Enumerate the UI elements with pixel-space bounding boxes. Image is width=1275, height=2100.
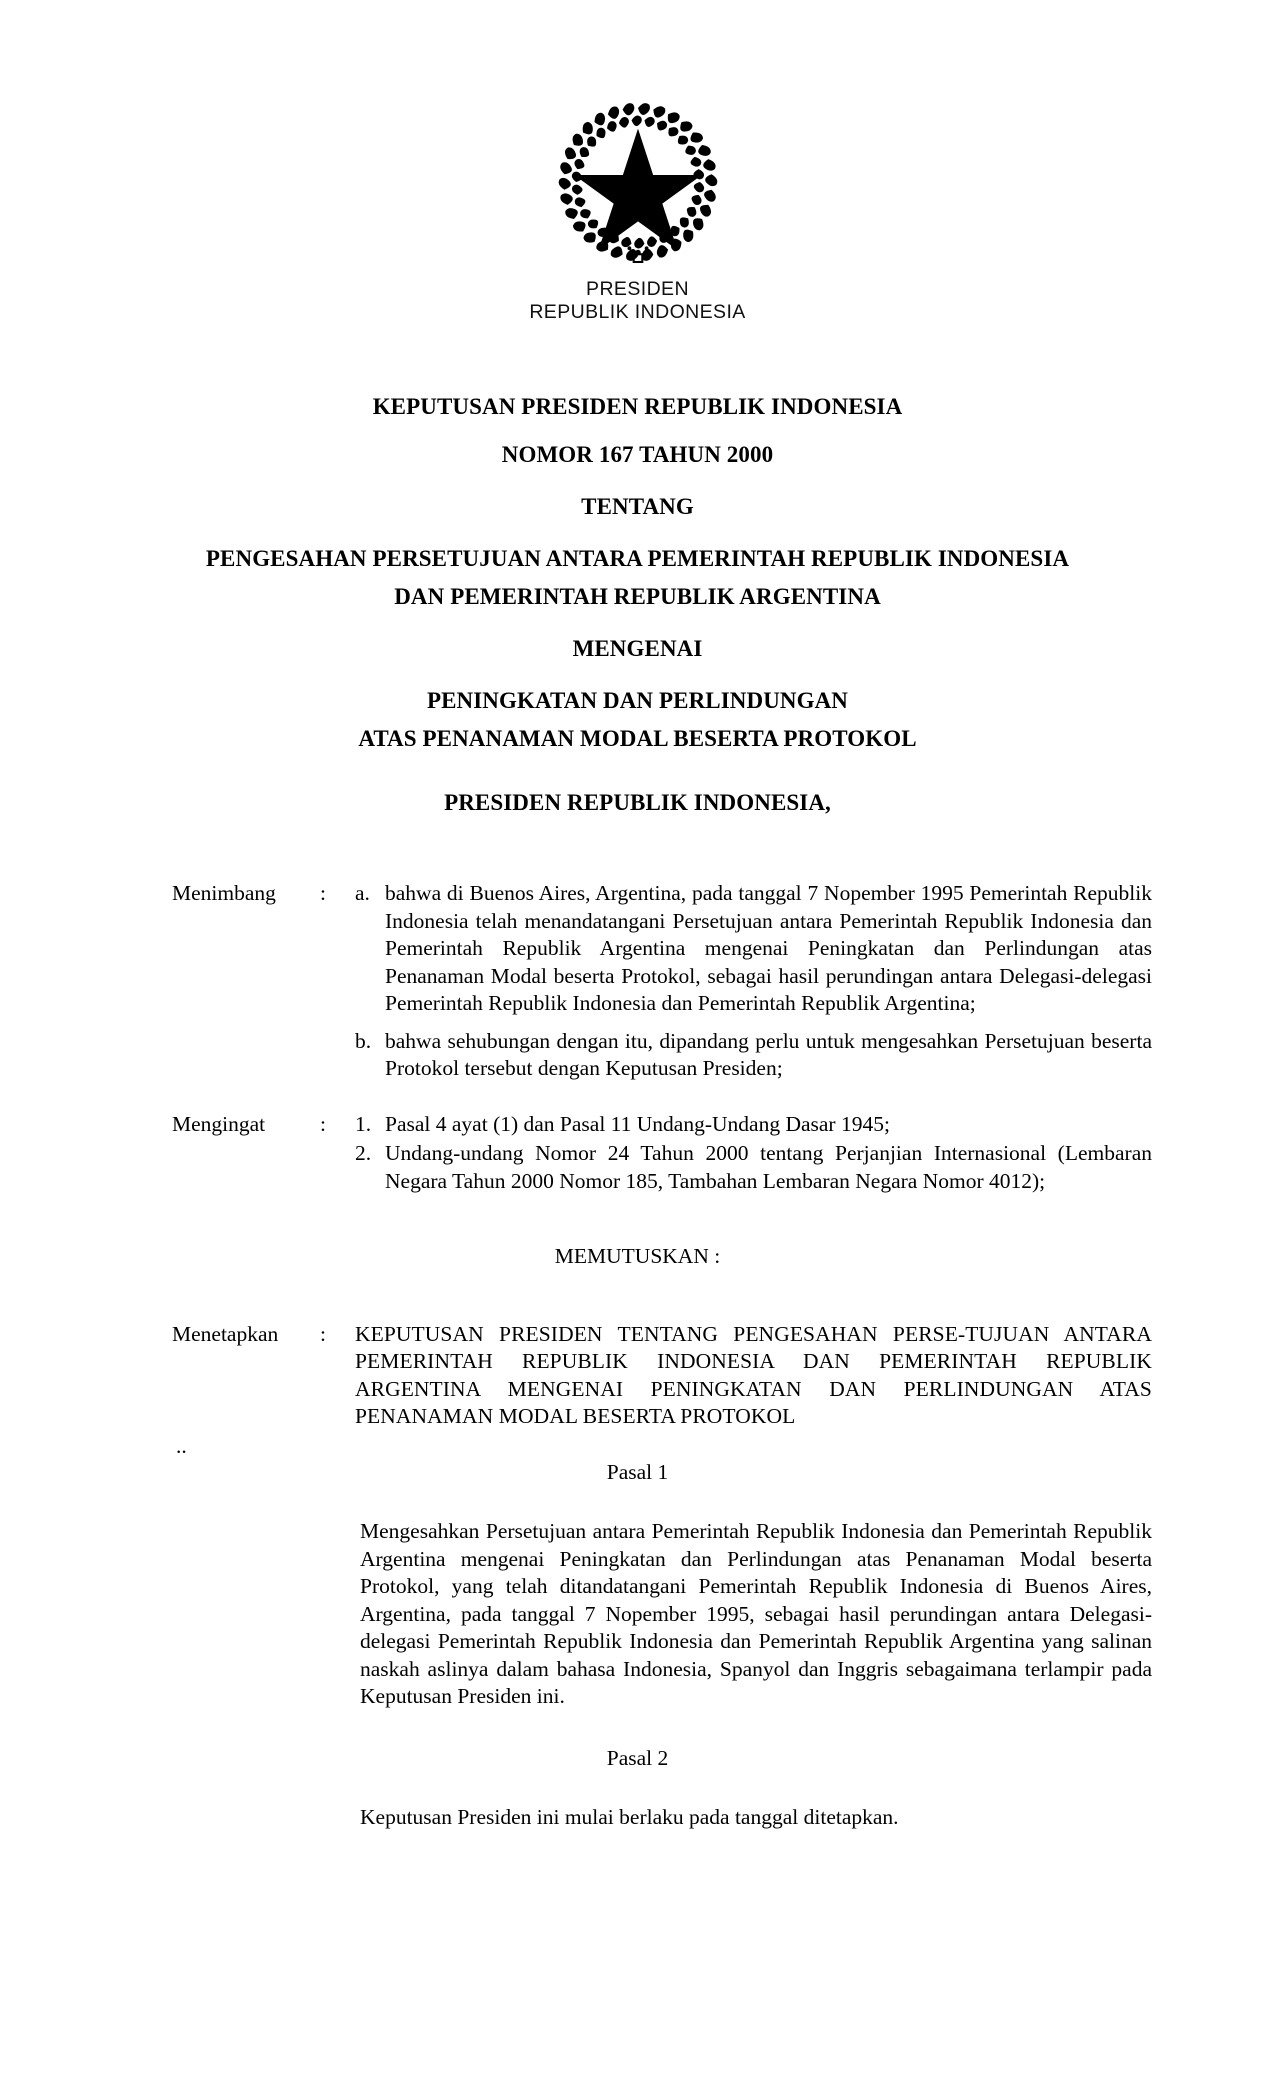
letterhead <box>0 96 1275 324</box>
menetapkan-colon: : <box>320 1321 326 1346</box>
mengingat-item-1-marker: 1. <box>355 1111 372 1136</box>
mengingat-item-1 <box>355 1111 1152 1139</box>
menetapkan-text: KEPUTUSAN PRESIDEN TENTANG PENGESAHAN PERSE-TUJUAN ANTARA PEMERINTAH REPUBLIK INDONESIA DAN PEMERINTAH REPUBLIK ARGENTINA MENGENAI PENINGKATAN DAN PERLINDUNGAN ATAS PENANAMAN MODAL BESERTA PROTOKOL <box>355 1321 1152 1428</box>
menimbang-colon: : <box>320 881 326 905</box>
section-mengingat <box>0 1111 1275 1196</box>
title-line-1: KEPUTUSAN PRESIDEN REPUBLIK INDONESIA <box>372 394 903 419</box>
title-line-subject-1: PENGESAHAN PERSETUJUAN ANTARA PEMERINTAH REPUBLIK INDONESIA <box>205 546 1070 571</box>
document-body <box>0 880 1275 1832</box>
menimbang-item-b <box>355 1028 1152 1083</box>
stray-mark: .. <box>176 1433 187 1458</box>
title-line-tentang: TENTANG <box>581 494 694 519</box>
letterhead-line-presiden: PRESIDEN <box>586 278 689 300</box>
document-title-block <box>118 395 1157 815</box>
memutuskan-heading: MEMUTUSKAN : <box>554 1244 721 1268</box>
menimbang-item-a <box>355 880 1152 1018</box>
pasal-2-body: Keputusan Presiden ini mulai berlaku pada tanggal ditetapkan. <box>360 1805 899 1829</box>
title-line-mengenai: MENGENAI <box>572 636 703 661</box>
title-line-subject-2: DAN PEMERINTAH REPUBLIK ARGENTINA <box>394 584 881 609</box>
mengingat-colon: : <box>320 1111 326 1136</box>
mengingat-item-1-text: Pasal 4 ayat (1) dan Pasal 11 Undang-Undang Dasar 1945; <box>385 1111 890 1136</box>
title-line-nomor: NOMOR 167 TAHUN 2000 <box>501 442 774 467</box>
mengingat-label: Mengingat <box>172 1111 266 1136</box>
menimbang-item-b-marker: b. <box>355 1028 372 1053</box>
pasal-1-body: Mengesahkan Persetujuan antara Pemerintah Republik Indonesia dan Pemerintah Republik Argentina mengenai Peningkatan dan Perlindungan atas Penanaman Modal beserta Protokol, yang telah ditandatangani Pemerintah Republik Indonesia di Buenos Aires, Argentina, pada tanggal 7 Nopember 1995, sebagai hasil perundingan antara Delegasi-delegasi Pemerintah Republik Indonesia dan Pemerintah Republik Argentina yang salinan naskah aslinya dalam bahasa Indonesia, Spanyol dan Inggris sebagaimana terlampir pada Keputusan Presiden ini. <box>360 1519 1152 1708</box>
section-menimbang <box>0 880 1275 1083</box>
menetapkan-label: Menetapkan <box>172 1321 279 1346</box>
mengingat-content <box>355 1111 1152 1196</box>
pasal-2-heading: Pasal 2 <box>606 1745 669 1770</box>
mengingat-item-2 <box>355 1140 1152 1195</box>
pasal-1-heading: Pasal 1 <box>606 1459 669 1484</box>
menimbang-item-b-text: bahwa sehubungan dengan itu, dipandang perlu untuk mengesahkan Persetujuan beserta Protokol tersebut dengan Keputusan Presiden; <box>385 1028 1152 1080</box>
garuda-star-wreath-emblem <box>552 96 724 268</box>
menimbang-item-a-marker: a. <box>355 881 370 905</box>
menimbang-label: Menimbang <box>172 881 276 905</box>
mengingat-item-2-marker: 2. <box>355 1141 372 1165</box>
letterhead-caption <box>0 278 1275 324</box>
title-line-subject-3: PENINGKATAN DAN PERLINDUNGAN <box>426 688 849 713</box>
title-line-subject-4: ATAS PENANAMAN MODAL BESERTA PROTOKOL <box>358 726 917 751</box>
letterhead-line-republik-indonesia: REPUBLIK INDONESIA <box>529 301 746 323</box>
menimbang-content <box>355 880 1152 1083</box>
title-line-signatory: PRESIDEN REPUBLIK INDONESIA, <box>444 790 831 815</box>
mengingat-item-2-text: Undang-undang Nomor 24 Tahun 2000 tentang Perjanjian Internasional (Lembaran Negara Tahun 2000 Nomor 185, Tambahan Lembaran Negara Nomor 4012); <box>385 1141 1152 1193</box>
section-menetapkan <box>0 1321 1275 1431</box>
menimbang-item-a-text: bahwa di Buenos Aires, Argentina, pada tanggal 7 Nopember 1995 Pemerintah Republik Indonesia telah menandatangani Persetujuan antara Pemerintah Republik Indonesia dan Pemerintah Republik Argentina mengenai Peningkatan dan Perlindungan atas Penanaman Modal beserta Protokol, sebagai hasil perundingan antara Delegasi-delegasi Pemerintah Republik Indonesia dan Pemerintah Republik Argentina; <box>385 881 1152 1015</box>
